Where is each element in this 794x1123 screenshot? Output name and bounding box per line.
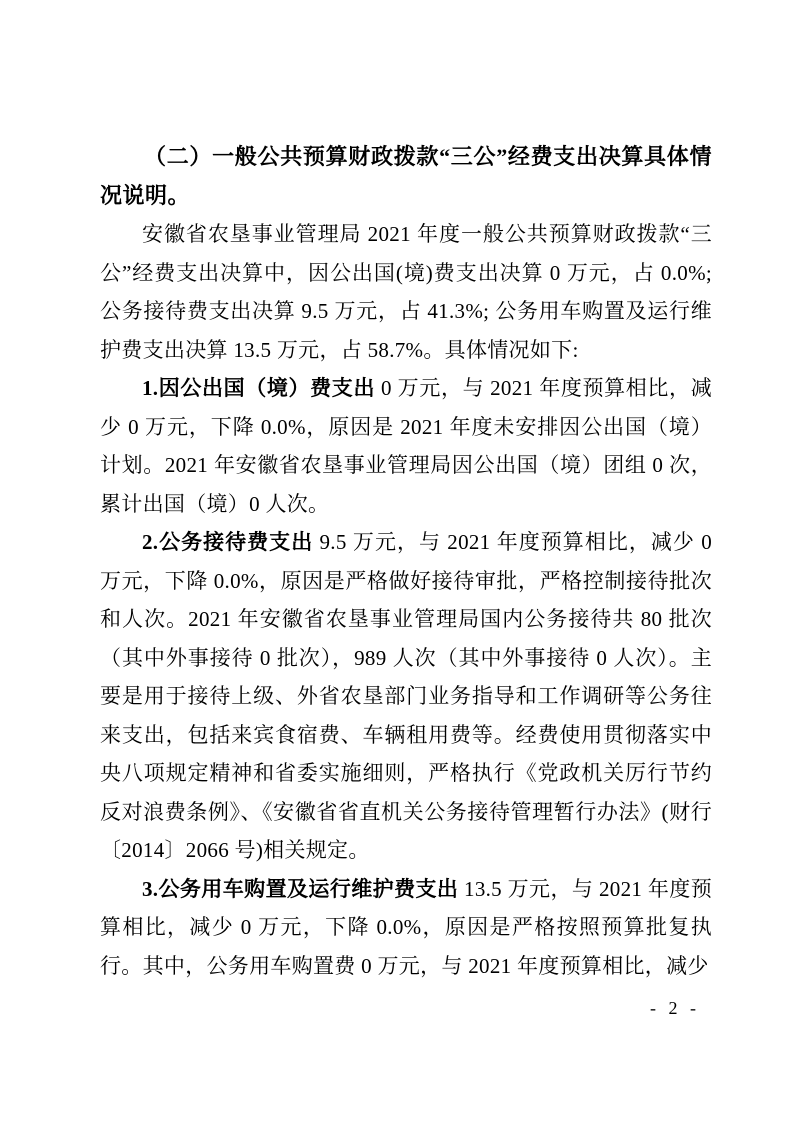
paragraph-vehicle-text: 13.5 万元，与 2021 年度预算相比，减少 0 万元，下降 0.0%，原因是严格按照预算批复执行。其中，公务用车购置费 0 万元，与 2021 年度预算相比，减少	[100, 876, 712, 978]
paragraph-vehicle-expense	[100, 870, 712, 986]
paragraph-abroad-text: 0 万元，与 2021 年度预算相比，减少 0 万元，下降 0.0%，原因是 2021 年度未安排因公出国（境）计划。2021 年安徽省农垦事业管理局因公出国（境）团组 0 次，累计出国（境）0 人次。	[100, 376, 712, 516]
paragraph-vehicle-lead: 3.公务用车购置及运行维护费支出	[142, 876, 465, 901]
paragraph-abroad-lead: 1.因公出国（境）费支出	[142, 376, 381, 400]
section-heading: （二）一般公共预算财政拨款“三公”经费支出决算具体情况说明。	[100, 144, 712, 208]
paragraph-abroad-expense	[100, 369, 712, 523]
paragraph-overview	[100, 215, 712, 369]
paragraph-reception-text: 9.5 万元，与 2021 年度预算相比，减少 0 万元，下降 0.0%，原因是严格做好接待审批，严格控制接待批次和人次。2021 年安徽省农垦事业管理局国内公务接待共 80 批次（其中外事接待 0 批次），989 人次（其中外事接待 0 人次）。主要是用于接待上级、外省农垦部门业务指导和工作调研等公务往来支出，包括来宾食宿费、车辆租用费等。经费使用贯彻落实中央八项规定精神和省委实施细则，严格执行《党政机关厉行节约反对浪费条例》、《安徽省省直机关公务接待管理暂行办法》(财行〔2014〕2066 号)相关规定。	[100, 530, 713, 862]
paragraph-reception-lead: 2.公务接待费支出	[142, 530, 320, 554]
paragraph-reception-expense	[100, 523, 712, 870]
document-body	[100, 138, 712, 985]
page-number: - 2 -	[650, 998, 700, 1018]
paragraph-overview-text: 安徽省农垦事业管理局 2021 年度一般公共预算财政拨款“三公”经费支出决算中，因公出国(境)费支出决算 0 万元，占 0.0%; 公务接待费支出决算 9.5 万元，占 41.3%; 公务用车购置及运行维护费支出决算 13.5 万元，占 58.7%。具体情况如下:	[100, 222, 712, 362]
